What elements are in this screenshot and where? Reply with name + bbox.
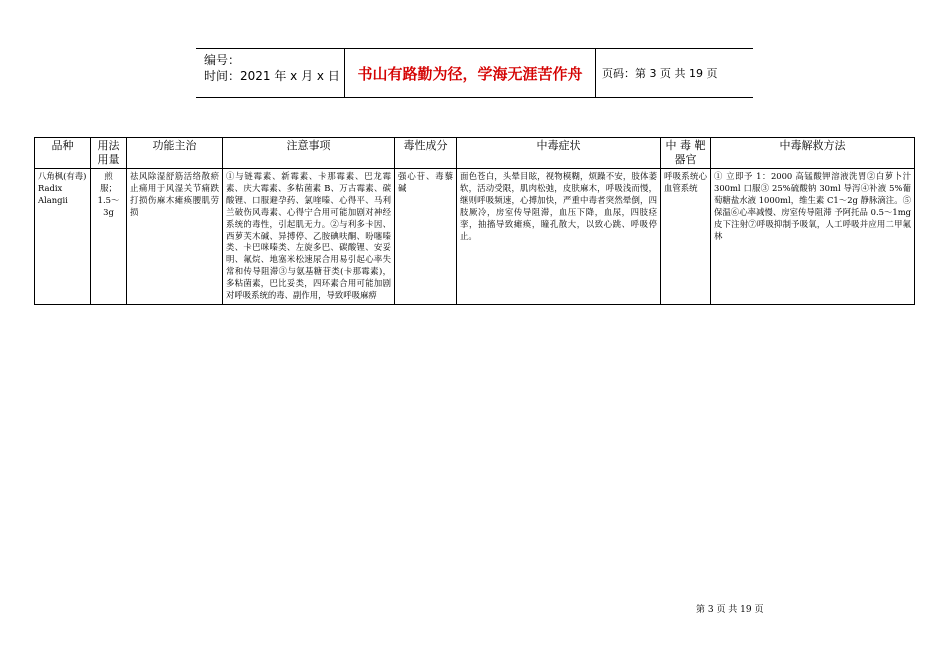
page-footer: 第 3 页 共 19 页 (696, 605, 764, 615)
cell-variety: 八角枫(有毒) Radix Alangii (35, 169, 91, 305)
cell-precautions: ①与链霉素、新霉素、卡那霉素、巴龙霉素、庆大霉素、多粘菌素 B、万古霉素、碳酸锂、口服避孕药、氯喹嗪、心得平、马利兰破伤风毒素、心得宁合用可能加剧对神经系统的毒性，引起肌无力。②与利多卡因、西萝芙木碱、异搏停、乙胺碘呋酮、吩噻嗪类、卡巴咪嗪类、左旋多巴、碳酸锂、安妥明、氟烷、地塞米松速尿合用易引起心率失常和传导阻滞③与氨基糖苷类(卡那霉素)，多粘菌素，巴比妥类，四环素合用可能加剧对呼吸系统的毒、副作用，导致呼吸麻痹 (223, 169, 395, 305)
cell-toxic-components: 强心苷、毒藜碱 (395, 169, 457, 305)
col-header-usage: 用法 用量 (91, 138, 127, 169)
header-motto-box (344, 49, 596, 97)
toxic-herb-table (34, 137, 915, 305)
cell-symptoms: 面色苍白，头晕目眩，视物模糊，烦躁不安，肢体萎软，活动受限，肌肉松弛，皮肤麻木，呼吸浅而慢，继则呼吸频速，心搏加快，严重中毒者突然晕倒，四肢厥冷，房室传导阻滞，血压下降，血尿，四肢痉挛，抽搐导致瘫痪，瞳孔散大，以致心跳、呼吸停止。 (457, 169, 661, 305)
col-header-toxic-components: 毒性成分 (395, 138, 457, 169)
col-header-target-organs: 中 毒 靶 器官 (661, 138, 711, 169)
cell-usage: 煎 服； 1.5～ 3g (91, 169, 127, 305)
table-row (35, 169, 915, 305)
cell-target-organs: 呼吸系统心血管系统 (661, 169, 711, 305)
header-meta (204, 52, 340, 84)
col-header-variety: 品种 (35, 138, 91, 169)
cell-function: 祛风除湿舒筋活络散瘀止痛用于风湿关节痛跌打损伤麻木瘫痪腰肌劳损 (127, 169, 223, 305)
header-motto: 书山有路勤为径，学海无涯苦作舟 (357, 65, 583, 83)
table-header-row (35, 138, 915, 169)
col-header-rescue: 中毒解救方法 (711, 138, 915, 169)
col-header-function: 功能主治 (127, 138, 223, 169)
col-header-precautions: 注意事项 (223, 138, 395, 169)
document-time-label: 时间：2021 年 x 月 x 日 (204, 69, 340, 83)
cell-rescue: ① 立即予 1：2000 高锰酸钾溶液洗胃②白萝卜汁 300ml 口服③ 25%硫酸钠 30ml 导泻④补液 5%葡萄糖盐水液 1000ml，维生素 C1～2g 静脉滴注。⑤保温⑥心率减慢、房室传导阻滞 予阿托品 0.5～1mg 皮下注射⑦呼吸抑制予吸氧，人工呼吸并应用二甲氟林 (711, 169, 915, 305)
document-number-label: 编号： (204, 53, 241, 67)
header-page-number: 页码：第 3 页 共 19 页 (602, 67, 718, 80)
col-header-symptoms: 中毒症状 (457, 138, 661, 169)
page-header (196, 48, 753, 98)
